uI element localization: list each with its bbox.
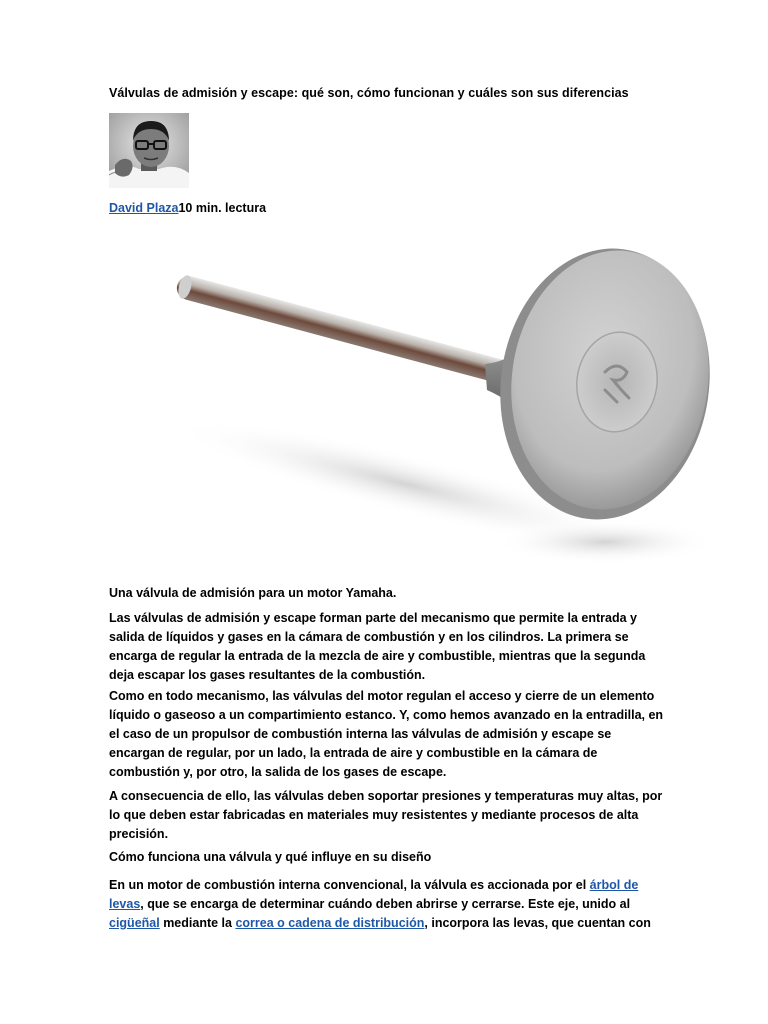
correa-distribucion-link[interactable]: correa o cadena de distribución: [235, 916, 425, 930]
author-portrait-image: [109, 113, 189, 188]
paragraph-3: A consecuencia de ello, las válvulas deben soportar presiones y temperaturas muy altas, por lo que deben estar fabricadas en materiales muy resistentes y mediante procesos de alta precisión.: [109, 789, 663, 841]
p4-text-1: En un motor de combustión interna convencional, la válvula es accionada por el: [109, 878, 590, 892]
read-time: 10 min. lectura: [178, 201, 267, 215]
paragraph-1: Las válvulas de admisión y escape forman parte del mecanismo que permite la entrada y salida de líquidos y gases en la cámara de combustión y en los cilindros. La primera se encarga de regular la entrada de la mezcla de aire y combustible, mientras que la segunda deja escapar los gases resultantes de la combustión.: [109, 611, 646, 682]
byline: [109, 201, 266, 215]
paragraph-4: [109, 876, 669, 933]
paragraph-2: Como en todo mecanismo, las válvulas del motor regulan el acceso y cierre de un elemento líquido o gaseoso a un compartimiento estanco. Y, como hemos avanzado en la entradilla, en el caso de un propulsor de combustión interna las válvulas de admisión y escape se encargan de regular, por un lado, la entrada de aire y combustible en la cámara de combustión y, por otro, la salida de los gases de escape.: [109, 689, 664, 779]
author-link[interactable]: David Plaza: [109, 201, 179, 215]
ciguenal-link[interactable]: cigüeñal: [109, 916, 160, 930]
article-title: Válvulas de admisión y escape: qué son, cómo funcionan y cuáles son sus diferencias: [109, 86, 629, 100]
section-heading: Cómo funciona una válvula y qué influye en su diseño: [109, 850, 432, 864]
image-caption: Una válvula de admisión para un motor Yamaha.: [109, 586, 397, 600]
p4-text-2: , que se encarga de determinar cuándo deben abrirse y cerrarse. Este eje, unido al: [140, 897, 631, 911]
valve-photo: [105, 222, 765, 582]
p4-text-3: mediante la: [159, 916, 236, 930]
p4-text-4: , incorpora las levas, que cuentan con: [424, 916, 651, 930]
arbol-de-levas-link[interactable]: árbol de levas: [109, 878, 639, 911]
author-avatar: [109, 113, 189, 188]
